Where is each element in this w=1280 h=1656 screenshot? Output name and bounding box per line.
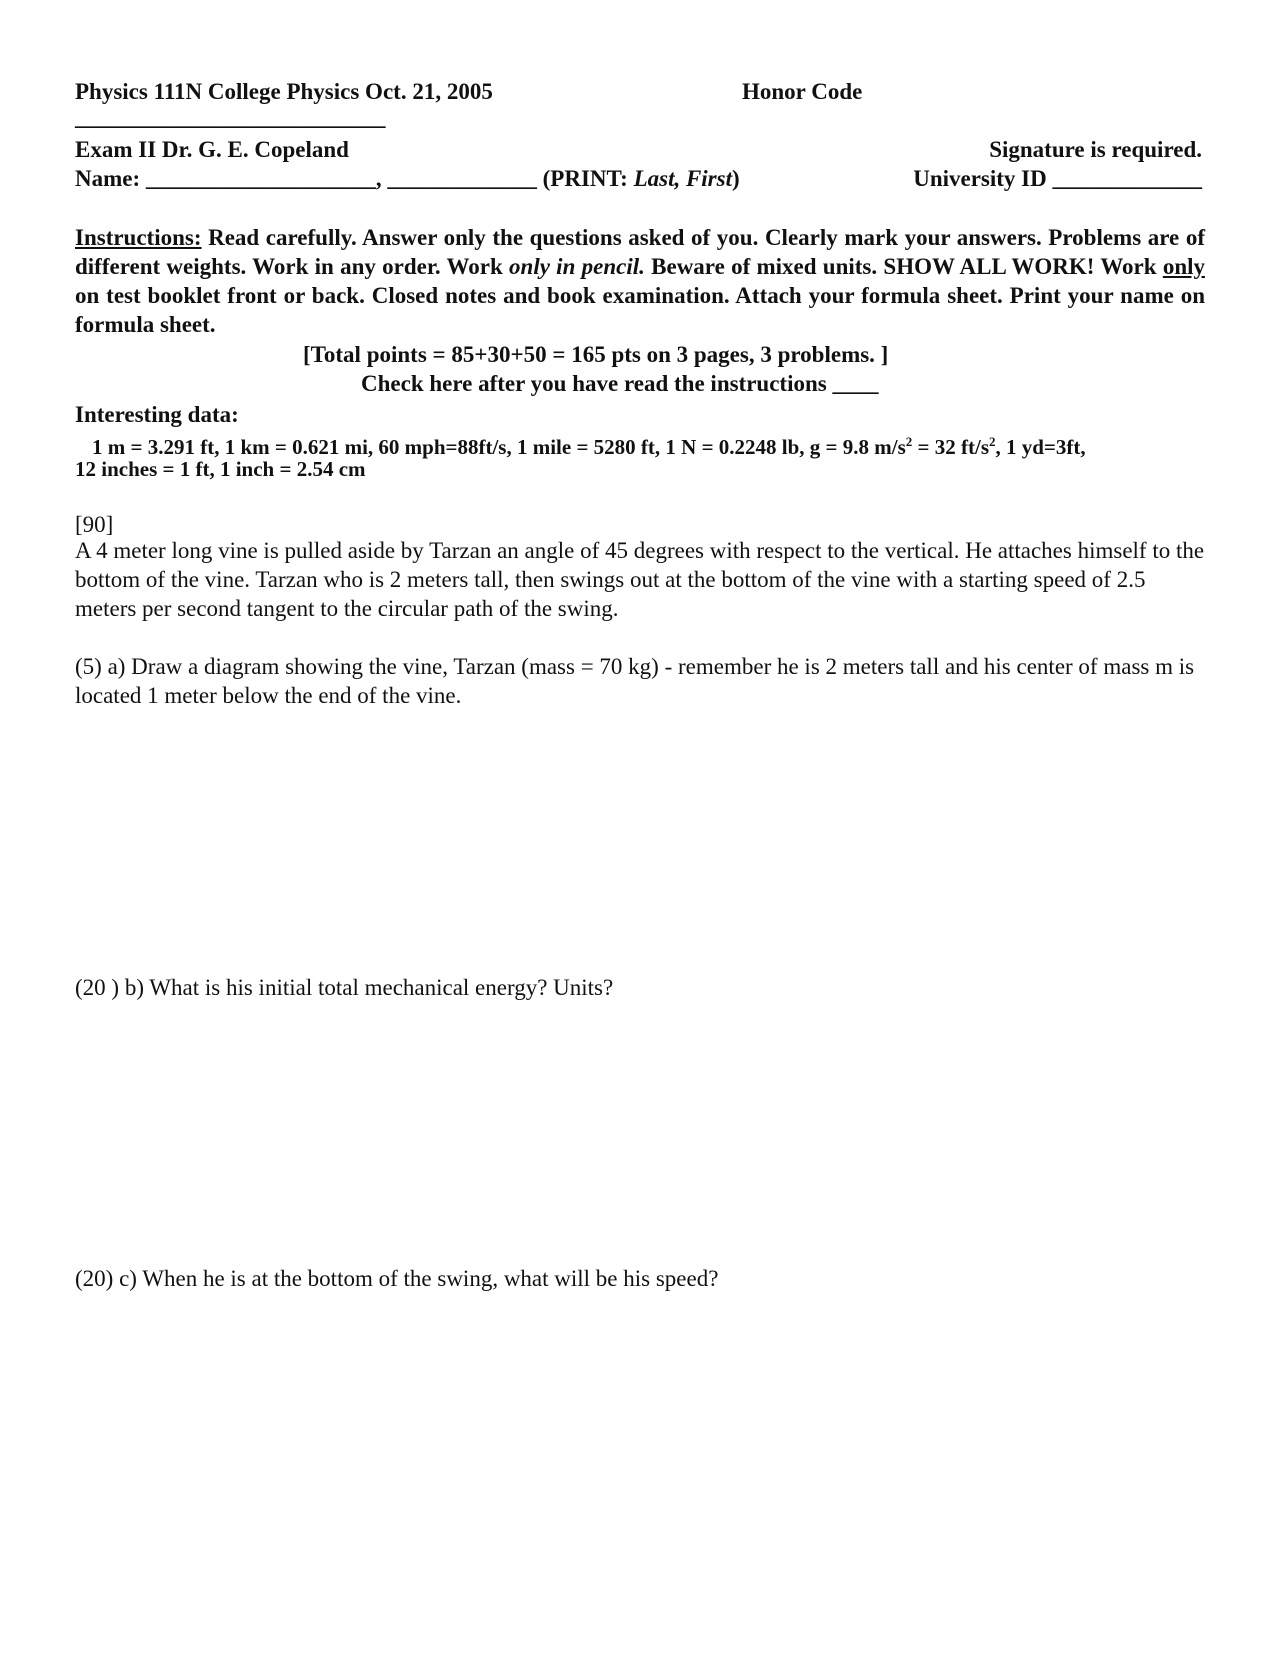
problem-points: [90] — [75, 512, 114, 537]
instructions-text-3: on test booklet front or back. Closed notes and book examination. Attach your formula sheet. Print your name on formula sheet. — [75, 283, 1205, 337]
superscript-squared: 2 — [989, 434, 996, 449]
instructions-paragraph — [75, 223, 1205, 339]
print-hint-italic: Last, First — [633, 166, 732, 191]
course-title: Physics 111N College Physics Oct. 21, 2005 — [75, 79, 493, 104]
problem-statement: A 4 meter long vine is pulled aside by Tarzan an angle of 45 degrees with respect to the vertical. He attaches himself to the bottom of the vine. Tarzan who is 2 meters tall, then swings out at the bottom of the vine with a starting speed of 2.5 meters per second tangent to the circular path of the swing. — [75, 538, 1205, 621]
conversions-text-a: 1 m = 3.291 ft, 1 km = 0.621 mi, 60 mph=88ft/s, 1 mile = 5280 ft, 1 N = 0.2248 lb, g = 9.8 m/s — [92, 435, 906, 459]
part-b-question: (20 ) b) What is his initial total mechanical energy? Units? — [75, 975, 614, 1000]
conversions-text-b: = 32 ft/s — [912, 435, 989, 459]
part-a-question: (5) a) Draw a diagram showing the vine, Tarzan (mass = 70 kg) - remember he is 2 meters tall and his center of mass m is located 1 meter below the end of the vine. — [75, 654, 1195, 708]
instructions-text-italic: only in pencil. — [509, 254, 645, 279]
instructions-text-underlined: only — [1162, 254, 1205, 279]
interesting-data-line-2: 12 inches = 1 ft, 1 inch = 2.54 cm — [75, 457, 366, 481]
university-id-label: University ID — [913, 166, 1047, 191]
superscript-squared: 2 — [905, 434, 913, 449]
name-last-blank: ____________________, — [145, 166, 382, 191]
check-here-line: Check here after you have read the instructions ____ — [361, 371, 879, 396]
print-hint-open: (PRINT: — [542, 166, 634, 191]
total-points-line: [Total points = 85+30+50 = 165 pts on 3 pages, 3 problems. ] — [303, 342, 889, 367]
signature-line: ___________________________ — [75, 105, 386, 130]
conversions-text-c: , 1 yd=3ft, — [995, 435, 1086, 459]
signature-required-note: Signature is required. — [989, 137, 1202, 162]
part-c-question: (20) c) When he is at the bottom of the swing, what will be his speed? — [75, 1266, 719, 1291]
exam-title: Exam II Dr. G. E. Copeland — [75, 137, 349, 162]
interesting-data-label: Interesting data: — [75, 402, 239, 427]
instructions-label: Instructions: — [75, 225, 202, 250]
honor-code-heading: Honor Code — [742, 79, 863, 104]
instructions-text-1: Read carefully. Answer only the questions asked of you. Clearly mark your answers. Problems are of different weights. Work in any order. Work — [75, 225, 1205, 279]
university-id-row — [913, 164, 1202, 193]
name-first-blank: _____________ — [387, 166, 537, 191]
university-id-blank: _____________ — [1052, 166, 1202, 191]
print-hint-close: ) — [731, 166, 740, 191]
name-row — [75, 164, 740, 193]
name-label: Name: — [75, 166, 141, 191]
instructions-text-2: Beware of mixed units. SHOW ALL WORK! Work — [644, 254, 1163, 279]
